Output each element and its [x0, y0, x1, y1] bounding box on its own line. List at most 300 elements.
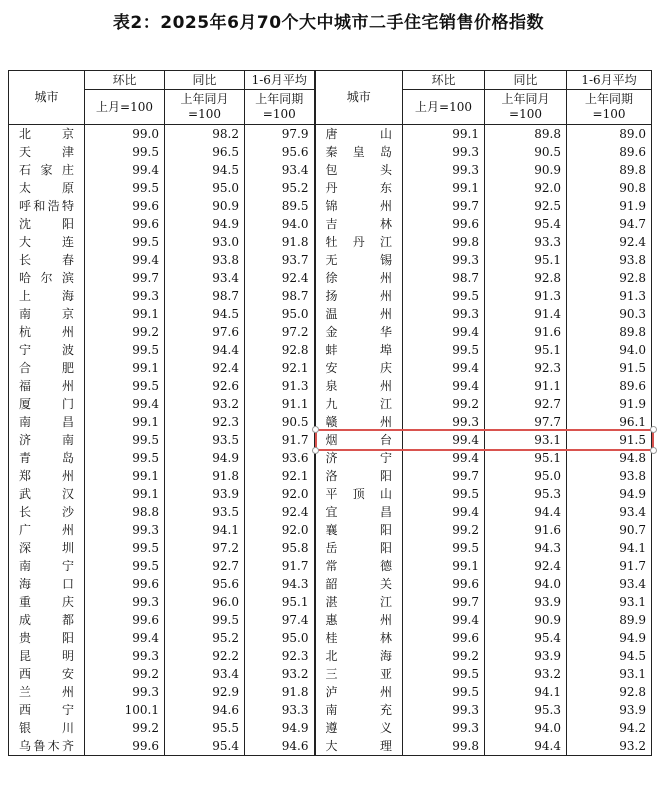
yoy-cell: 92.7 — [485, 395, 567, 413]
yoy-cell: 98.7 — [165, 287, 245, 305]
city-cell: 南宁 — [9, 557, 85, 575]
avg-cell: 92.4 — [245, 269, 315, 287]
table-row — [9, 737, 652, 756]
resize-handle[interactable] — [650, 447, 657, 454]
mom-cell: 99.3 — [85, 647, 165, 665]
yoy-cell: 93.9 — [485, 593, 567, 611]
table-row — [9, 197, 652, 215]
avg-cell: 97.9 — [245, 125, 315, 144]
mom-cell: 99.4 — [403, 449, 485, 467]
avg-cell: 90.5 — [245, 413, 315, 431]
mom-cell: 99.1 — [85, 485, 165, 503]
table-row — [9, 647, 652, 665]
table-row — [9, 665, 652, 683]
price-index-table — [8, 70, 652, 756]
mom-cell: 99.6 — [85, 197, 165, 215]
mom-cell: 99.5 — [85, 179, 165, 197]
yoy-cell: 95.4 — [485, 629, 567, 647]
avg-cell: 93.7 — [245, 251, 315, 269]
mom-cell: 99.4 — [85, 395, 165, 413]
avg-header: 1-6月平均 — [567, 71, 652, 90]
avg-cell: 94.0 — [567, 341, 652, 359]
mom-cell: 99.2 — [403, 395, 485, 413]
yoy-cell: 90.9 — [485, 611, 567, 629]
mom-cell: 99.5 — [403, 341, 485, 359]
mom-cell: 99.1 — [403, 179, 485, 197]
table-row — [9, 233, 652, 251]
avg-cell: 91.5 — [567, 359, 652, 377]
mom-cell: 99.2 — [403, 647, 485, 665]
resize-handle[interactable] — [312, 447, 319, 454]
mom-cell: 99.3 — [403, 305, 485, 323]
table-row — [9, 611, 652, 629]
yoy-cell: 93.3 — [485, 233, 567, 251]
avg-base-header: 上年同期=100 — [567, 90, 652, 125]
mom-cell: 99.8 — [403, 233, 485, 251]
yoy-cell: 89.8 — [485, 125, 567, 144]
table-row — [9, 539, 652, 557]
yoy-cell: 91.6 — [485, 323, 567, 341]
city-cell: 南京 — [9, 305, 85, 323]
table-row — [9, 215, 652, 233]
avg-cell: 93.1 — [567, 593, 652, 611]
avg-cell: 92.0 — [245, 521, 315, 539]
city-cell: 常德 — [315, 557, 403, 575]
yoy-cell: 93.0 — [165, 233, 245, 251]
yoy-base-header: 上年同月=100 — [485, 90, 567, 125]
city-cell: 平顶山 — [315, 485, 403, 503]
yoy-cell: 94.4 — [165, 341, 245, 359]
resize-handle[interactable] — [312, 426, 319, 433]
avg-cell: 97.4 — [245, 611, 315, 629]
city-header: 城市 — [9, 71, 85, 125]
city-cell: 岳阳 — [315, 539, 403, 557]
mom-cell: 99.5 — [85, 233, 165, 251]
city-cell: 吉林 — [315, 215, 403, 233]
yoy-cell: 96.5 — [165, 143, 245, 161]
avg-cell: 92.8 — [567, 269, 652, 287]
mom-cell: 99.5 — [85, 449, 165, 467]
mom-cell: 99.5 — [85, 341, 165, 359]
mom-cell: 99.4 — [85, 161, 165, 179]
city-cell: 烟台 — [315, 431, 403, 449]
table-row — [9, 179, 652, 197]
avg-cell: 91.5 — [567, 431, 652, 449]
avg-cell: 91.7 — [245, 431, 315, 449]
yoy-cell: 99.5 — [165, 611, 245, 629]
yoy-cell: 95.5 — [165, 719, 245, 737]
avg-cell: 89.6 — [567, 143, 652, 161]
table-row — [9, 467, 652, 485]
city-cell: 哈尔滨 — [9, 269, 85, 287]
avg-cell: 94.0 — [245, 215, 315, 233]
city-cell: 洛阳 — [315, 467, 403, 485]
table-row — [9, 305, 652, 323]
avg-cell: 93.4 — [567, 503, 652, 521]
yoy-cell: 92.2 — [165, 647, 245, 665]
yoy-cell: 93.1 — [485, 431, 567, 449]
yoy-cell: 92.4 — [485, 557, 567, 575]
table-row — [9, 359, 652, 377]
mom-cell: 99.0 — [85, 125, 165, 144]
mom-cell: 99.3 — [403, 413, 485, 431]
mom-cell: 99.6 — [85, 215, 165, 233]
avg-cell: 94.3 — [245, 575, 315, 593]
city-cell: 青岛 — [9, 449, 85, 467]
city-cell: 杭州 — [9, 323, 85, 341]
yoy-cell: 94.1 — [485, 683, 567, 701]
avg-cell: 92.1 — [245, 359, 315, 377]
mom-cell: 99.4 — [403, 503, 485, 521]
avg-cell: 93.2 — [245, 665, 315, 683]
city-cell: 宜昌 — [315, 503, 403, 521]
city-cell: 长沙 — [9, 503, 85, 521]
mom-cell: 99.3 — [403, 719, 485, 737]
mom-base-header: 上月=100 — [403, 90, 485, 125]
mom-cell: 99.4 — [403, 611, 485, 629]
table-row — [9, 125, 652, 144]
yoy-cell: 95.0 — [485, 467, 567, 485]
mom-cell: 99.3 — [85, 593, 165, 611]
mom-cell: 99.1 — [85, 467, 165, 485]
avg-cell: 94.1 — [567, 539, 652, 557]
yoy-cell: 95.1 — [485, 341, 567, 359]
mom-cell: 99.5 — [403, 485, 485, 503]
table-row — [9, 161, 652, 179]
mom-cell: 99.4 — [403, 359, 485, 377]
avg-cell: 91.7 — [245, 557, 315, 575]
city-cell: 赣州 — [315, 413, 403, 431]
yoy-cell: 94.1 — [165, 521, 245, 539]
mom-cell: 99.7 — [85, 269, 165, 287]
city-cell: 湛江 — [315, 593, 403, 611]
avg-cell: 92.4 — [567, 233, 652, 251]
avg-cell: 95.2 — [245, 179, 315, 197]
city-cell: 深圳 — [9, 539, 85, 557]
avg-cell: 89.8 — [567, 161, 652, 179]
yoy-cell: 94.4 — [485, 737, 567, 756]
city-cell: 宁波 — [9, 341, 85, 359]
avg-cell: 93.3 — [245, 701, 315, 719]
avg-cell: 94.8 — [567, 449, 652, 467]
avg-cell: 89.5 — [245, 197, 315, 215]
city-cell: 三亚 — [315, 665, 403, 683]
city-cell: 沈阳 — [9, 215, 85, 233]
yoy-cell: 93.4 — [165, 665, 245, 683]
mom-cell: 99.4 — [403, 377, 485, 395]
yoy-cell: 95.3 — [485, 485, 567, 503]
avg-cell: 92.4 — [245, 503, 315, 521]
page-title: 表2：2025年6月70个大中城市二手住宅销售价格指数 — [112, 13, 545, 33]
mom-cell: 99.6 — [85, 575, 165, 593]
table-row — [9, 395, 652, 413]
yoy-cell: 92.4 — [165, 359, 245, 377]
mom-cell: 99.7 — [403, 197, 485, 215]
yoy-cell: 97.7 — [485, 413, 567, 431]
city-cell: 锦州 — [315, 197, 403, 215]
avg-cell: 93.2 — [567, 737, 652, 756]
city-cell: 太原 — [9, 179, 85, 197]
avg-cell: 91.8 — [245, 233, 315, 251]
avg-cell: 92.8 — [567, 683, 652, 701]
yoy-cell: 92.7 — [165, 557, 245, 575]
avg-cell: 89.6 — [567, 377, 652, 395]
city-cell: 合肥 — [9, 359, 85, 377]
city-cell: 乌鲁木齐 — [9, 737, 85, 756]
table-row — [9, 701, 652, 719]
yoy-cell: 98.2 — [165, 125, 245, 144]
mom-cell: 99.1 — [403, 125, 485, 144]
resize-handle[interactable] — [650, 426, 657, 433]
yoy-cell: 92.6 — [165, 377, 245, 395]
mom-cell: 99.5 — [403, 665, 485, 683]
yoy-cell: 91.1 — [485, 377, 567, 395]
avg-cell: 91.3 — [245, 377, 315, 395]
mom-cell: 99.4 — [403, 431, 485, 449]
yoy-cell: 91.4 — [485, 305, 567, 323]
city-cell: 蚌埠 — [315, 341, 403, 359]
avg-cell: 94.9 — [245, 719, 315, 737]
yoy-cell: 93.5 — [165, 431, 245, 449]
yoy-header: 同比 — [485, 71, 567, 90]
yoy-cell: 91.3 — [485, 287, 567, 305]
yoy-cell: 92.3 — [165, 413, 245, 431]
table-row — [9, 719, 652, 737]
avg-cell: 91.9 — [567, 197, 652, 215]
city-cell: 韶关 — [315, 575, 403, 593]
avg-base-header: 上年同期=100 — [245, 90, 315, 125]
city-cell: 大连 — [9, 233, 85, 251]
city-cell: 北海 — [315, 647, 403, 665]
yoy-cell: 93.8 — [165, 251, 245, 269]
avg-cell: 94.5 — [567, 647, 652, 665]
yoy-cell: 94.3 — [485, 539, 567, 557]
mom-cell: 99.6 — [85, 737, 165, 756]
yoy-cell: 95.6 — [165, 575, 245, 593]
city-cell: 丹东 — [315, 179, 403, 197]
city-cell: 泉州 — [315, 377, 403, 395]
yoy-cell: 94.6 — [165, 701, 245, 719]
city-cell: 秦皇岛 — [315, 143, 403, 161]
city-cell: 兰州 — [9, 683, 85, 701]
mom-cell: 99.1 — [85, 413, 165, 431]
mom-cell: 99.5 — [403, 287, 485, 305]
city-cell: 郑州 — [9, 467, 85, 485]
city-cell: 遵义 — [315, 719, 403, 737]
city-cell: 贵阳 — [9, 629, 85, 647]
yoy-cell: 92.8 — [485, 269, 567, 287]
avg-cell: 94.7 — [567, 215, 652, 233]
mom-cell: 99.2 — [85, 665, 165, 683]
mom-cell: 99.2 — [85, 323, 165, 341]
mom-cell: 99.1 — [403, 557, 485, 575]
avg-cell: 91.3 — [567, 287, 652, 305]
city-cell: 泸州 — [315, 683, 403, 701]
city-cell: 唐山 — [315, 125, 403, 144]
avg-cell: 92.3 — [245, 647, 315, 665]
yoy-cell: 92.9 — [165, 683, 245, 701]
avg-cell: 98.7 — [245, 287, 315, 305]
yoy-cell: 97.6 — [165, 323, 245, 341]
yoy-cell: 93.9 — [485, 647, 567, 665]
yoy-cell: 94.9 — [165, 449, 245, 467]
mom-base-header: 上月=100 — [85, 90, 165, 125]
mom-cell: 99.3 — [85, 683, 165, 701]
avg-cell: 94.6 — [245, 737, 315, 756]
city-cell: 惠州 — [315, 611, 403, 629]
avg-cell: 95.0 — [245, 305, 315, 323]
city-cell: 成都 — [9, 611, 85, 629]
mom-cell: 99.8 — [403, 737, 485, 756]
table-row — [9, 503, 652, 521]
mom-cell: 98.8 — [85, 503, 165, 521]
avg-cell: 92.8 — [245, 341, 315, 359]
mom-cell: 99.2 — [403, 521, 485, 539]
avg-cell: 91.1 — [245, 395, 315, 413]
mom-cell: 99.5 — [403, 539, 485, 557]
yoy-cell: 92.3 — [485, 359, 567, 377]
avg-cell: 91.9 — [567, 395, 652, 413]
city-cell: 昆明 — [9, 647, 85, 665]
city-cell: 天津 — [9, 143, 85, 161]
yoy-cell: 95.4 — [165, 737, 245, 756]
avg-cell: 93.1 — [567, 665, 652, 683]
city-cell: 石家庄 — [9, 161, 85, 179]
yoy-base-header: 上年同月=100 — [165, 90, 245, 125]
table-row — [9, 629, 652, 647]
table-row — [9, 575, 652, 593]
yoy-cell: 95.2 — [165, 629, 245, 647]
avg-cell: 89.9 — [567, 611, 652, 629]
mom-cell: 99.3 — [403, 251, 485, 269]
table-row — [9, 143, 652, 161]
mom-cell: 99.4 — [403, 323, 485, 341]
yoy-cell: 94.5 — [165, 161, 245, 179]
mom-cell: 99.5 — [85, 143, 165, 161]
city-cell: 南昌 — [9, 413, 85, 431]
mom-cell: 99.4 — [85, 251, 165, 269]
avg-cell: 94.9 — [567, 629, 652, 647]
avg-cell: 93.8 — [567, 251, 652, 269]
mom-cell: 99.5 — [85, 377, 165, 395]
mom-cell: 99.3 — [403, 161, 485, 179]
city-cell: 南充 — [315, 701, 403, 719]
mom-cell: 99.5 — [85, 557, 165, 575]
city-cell: 襄阳 — [315, 521, 403, 539]
table-row — [9, 449, 652, 467]
avg-cell: 95.6 — [245, 143, 315, 161]
city-cell: 大理 — [315, 737, 403, 756]
yoy-cell: 91.8 — [165, 467, 245, 485]
table-row — [9, 323, 652, 341]
yoy-cell: 91.6 — [485, 521, 567, 539]
mom-cell: 100.1 — [85, 701, 165, 719]
avg-cell: 91.8 — [245, 683, 315, 701]
mom-cell: 99.5 — [85, 539, 165, 557]
avg-cell: 95.0 — [245, 629, 315, 647]
avg-cell: 95.1 — [245, 593, 315, 611]
city-cell: 温州 — [315, 305, 403, 323]
city-cell: 北京 — [9, 125, 85, 144]
mom-cell: 99.3 — [403, 701, 485, 719]
yoy-cell: 93.5 — [165, 503, 245, 521]
avg-cell: 92.1 — [245, 467, 315, 485]
table-row — [9, 557, 652, 575]
mom-cell: 99.7 — [403, 467, 485, 485]
avg-header: 1-6月平均 — [245, 71, 315, 90]
avg-cell: 94.9 — [567, 485, 652, 503]
avg-cell: 90.8 — [567, 179, 652, 197]
yoy-cell: 93.2 — [485, 665, 567, 683]
yoy-cell: 93.9 — [165, 485, 245, 503]
city-cell: 徐州 — [315, 269, 403, 287]
mom-header: 环比 — [85, 71, 165, 90]
city-cell: 银川 — [9, 719, 85, 737]
yoy-cell: 95.1 — [485, 251, 567, 269]
mom-cell: 99.6 — [403, 215, 485, 233]
mom-cell: 99.6 — [403, 629, 485, 647]
table-row — [9, 251, 652, 269]
yoy-cell: 94.0 — [485, 719, 567, 737]
yoy-cell: 94.0 — [485, 575, 567, 593]
city-cell: 广州 — [9, 521, 85, 539]
mom-cell: 99.3 — [403, 143, 485, 161]
avg-cell: 93.4 — [567, 575, 652, 593]
avg-cell: 89.8 — [567, 323, 652, 341]
city-cell: 牡丹江 — [315, 233, 403, 251]
avg-cell: 97.2 — [245, 323, 315, 341]
avg-cell: 90.3 — [567, 305, 652, 323]
yoy-header: 同比 — [165, 71, 245, 90]
avg-cell: 93.8 — [567, 467, 652, 485]
avg-cell: 94.2 — [567, 719, 652, 737]
mom-cell: 99.5 — [403, 683, 485, 701]
yoy-cell: 94.5 — [165, 305, 245, 323]
mom-cell: 99.7 — [403, 593, 485, 611]
city-cell: 上海 — [9, 287, 85, 305]
city-cell: 厦门 — [9, 395, 85, 413]
city-cell: 无锡 — [315, 251, 403, 269]
city-cell: 济南 — [9, 431, 85, 449]
city-cell: 西宁 — [9, 701, 85, 719]
city-cell: 西安 — [9, 665, 85, 683]
table-row — [9, 683, 652, 701]
city-header: 城市 — [315, 71, 403, 125]
mom-cell: 98.7 — [403, 269, 485, 287]
avg-cell: 93.4 — [245, 161, 315, 179]
yoy-cell: 95.1 — [485, 449, 567, 467]
mom-cell: 99.5 — [85, 431, 165, 449]
yoy-cell: 93.4 — [165, 269, 245, 287]
mom-cell: 99.3 — [85, 287, 165, 305]
city-cell: 九江 — [315, 395, 403, 413]
mom-cell: 99.1 — [85, 305, 165, 323]
mom-cell: 99.3 — [85, 521, 165, 539]
yoy-cell: 92.5 — [485, 197, 567, 215]
mom-cell: 99.4 — [85, 629, 165, 647]
mom-cell: 99.1 — [85, 359, 165, 377]
yoy-cell: 92.0 — [485, 179, 567, 197]
city-cell: 金华 — [315, 323, 403, 341]
selection-highlight-box[interactable] — [315, 429, 654, 451]
city-cell: 桂林 — [315, 629, 403, 647]
city-cell: 长春 — [9, 251, 85, 269]
avg-cell: 93.9 — [567, 701, 652, 719]
avg-cell: 95.8 — [245, 539, 315, 557]
city-cell: 扬州 — [315, 287, 403, 305]
yoy-cell: 97.2 — [165, 539, 245, 557]
table-row — [9, 287, 652, 305]
